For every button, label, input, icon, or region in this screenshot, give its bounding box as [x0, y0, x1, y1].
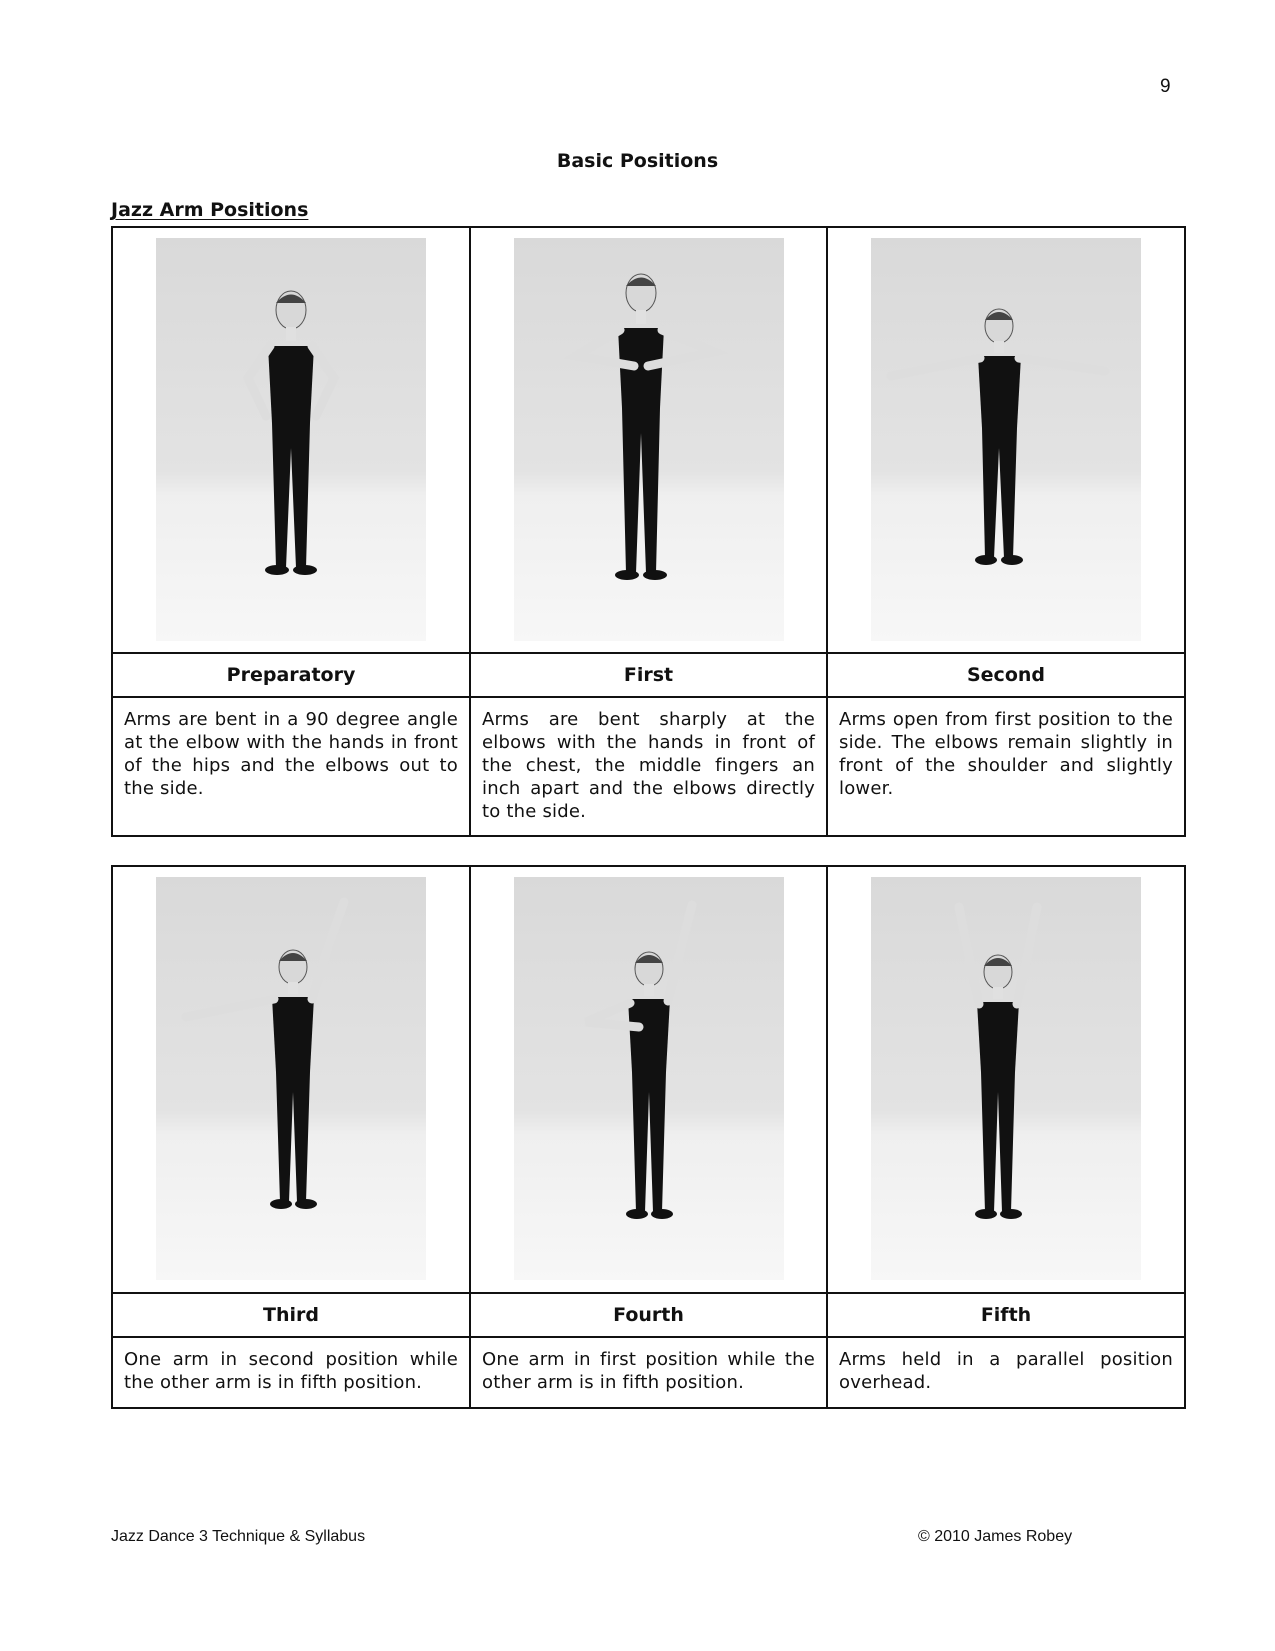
position-description: Arms held in a parallel position overhead. [839, 1349, 1173, 1393]
photo-cell [471, 228, 828, 654]
dancer-first-photo [514, 238, 784, 641]
dancer-fifth-photo [871, 877, 1141, 1280]
page-number: 9 [1160, 76, 1171, 97]
photo-cell [113, 228, 471, 654]
positions-table-1 [111, 226, 1186, 837]
position-description: One arm in first position while the other arm is in fifth position. [471, 1338, 828, 1407]
position-label: First [471, 654, 828, 698]
dancer-fourth-photo [514, 877, 784, 1280]
page-title: Basic Positions [556, 150, 719, 172]
footer-title: Jazz Dance 3 Technique & Syllabus [111, 1528, 366, 1545]
dancer-second-photo [871, 238, 1141, 641]
photo-cell [828, 867, 1184, 1294]
position-label: Third [113, 1294, 471, 1338]
position-label: Second [828, 654, 1184, 698]
photo-cell [828, 228, 1184, 654]
position-label: Fifth [828, 1294, 1184, 1338]
position-description: Arms open from first position to the side. The elbows remain slightly in front of the shoulder and slightly lower. [839, 709, 1173, 799]
section-heading: Jazz Arm Positions [111, 199, 309, 221]
dancer-preparatory-photo [156, 238, 426, 641]
photo-cell [471, 867, 828, 1294]
positions-table-2 [111, 865, 1186, 1409]
dancer-third-photo [156, 877, 426, 1280]
position-description: One arm in second position while the other arm is in fifth position. [113, 1338, 471, 1407]
footer-copyright: © 2010 James Robey [918, 1528, 1073, 1545]
position-description: Arms are bent sharply at the elbows with the hands in front of the chest, the middle fingers an inch apart and the elbows directly to the side. [471, 698, 828, 835]
position-description: Arms are bent in a 90 degree angle at the elbow with the hands in front of the hips and the elbows out to the side. [113, 698, 471, 835]
position-label: Fourth [471, 1294, 828, 1338]
position-label: Preparatory [113, 654, 471, 698]
photo-cell [113, 867, 471, 1294]
